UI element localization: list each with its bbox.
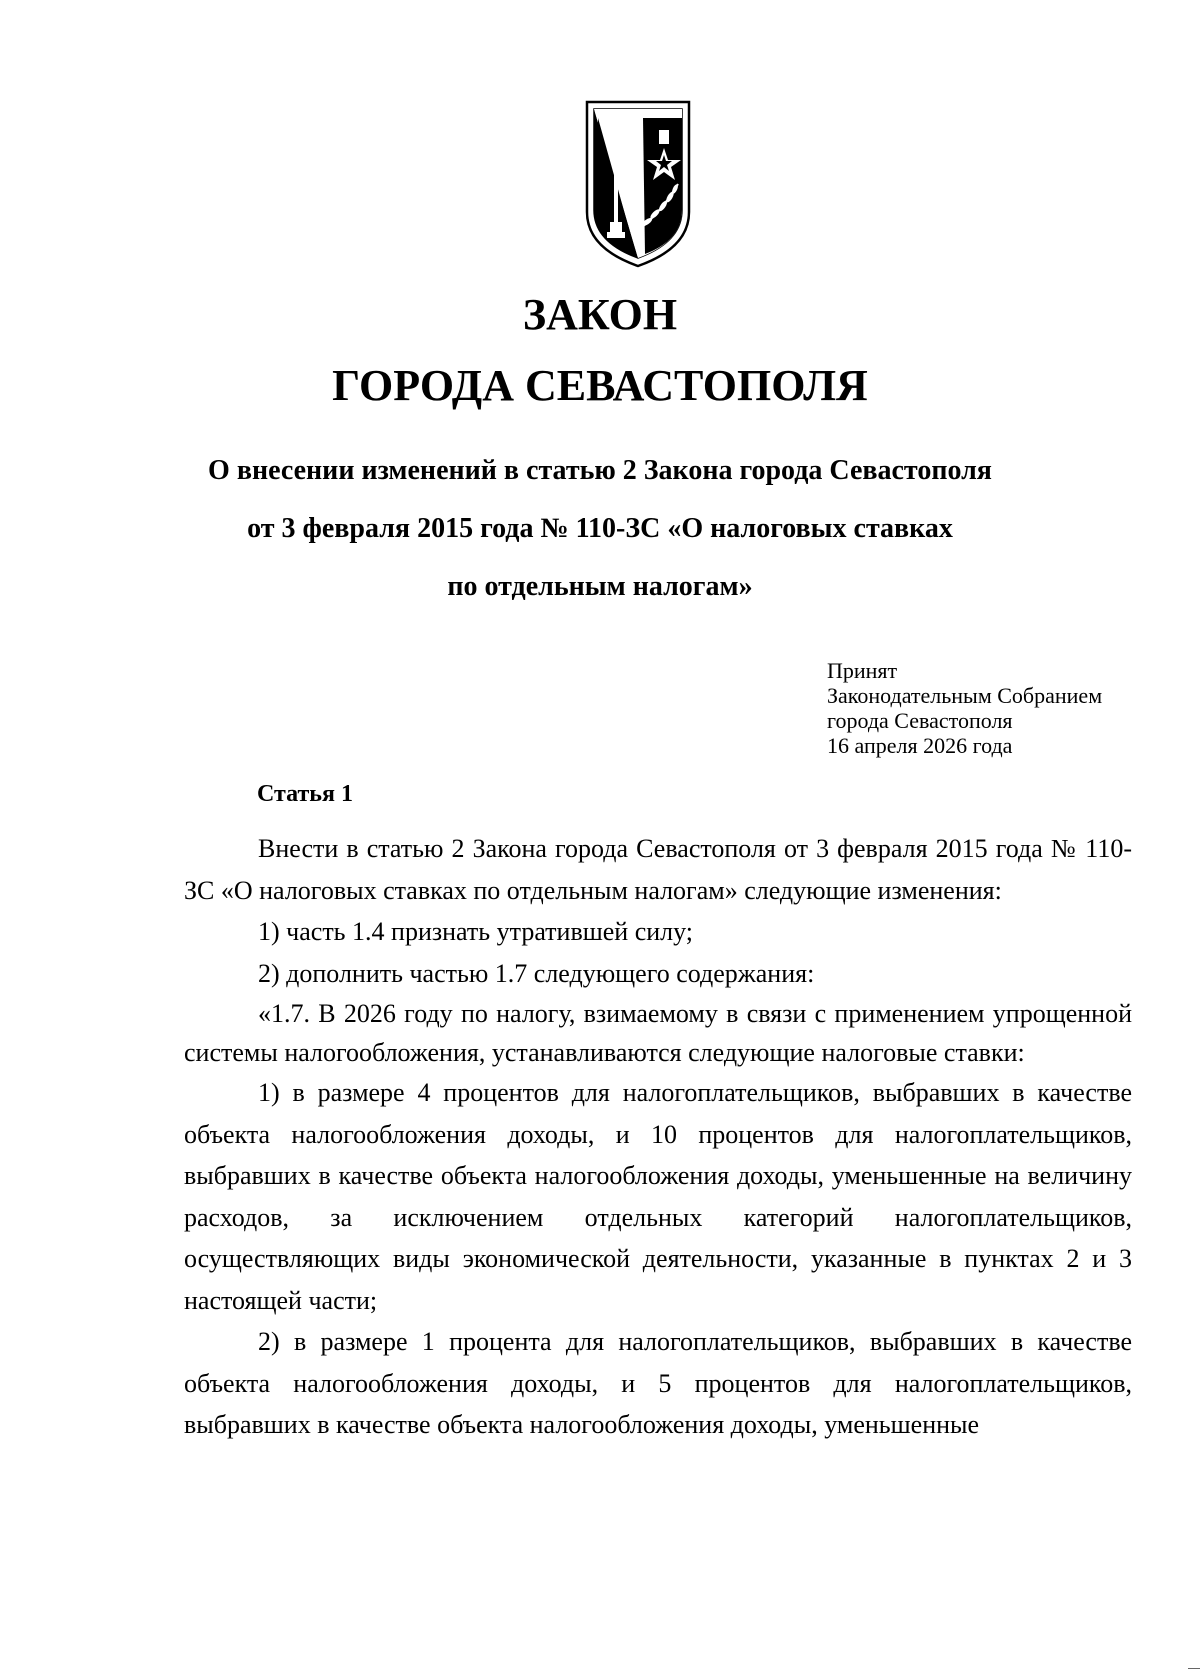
paragraph: 1) часть 1.4 признать утратившей силу; [258, 917, 694, 946]
adoption-date: 16 апреля 2026 года [827, 733, 1013, 758]
law-subject [150, 442, 1050, 616]
article-body [184, 828, 1132, 1446]
paragraph: 2) в размере 1 процента для налогоплательщиков, выбравших в качестве объекта налогообложения доходы, и 5 процентов для налогоплательщиков, выбравших в качестве объекта налогообложения доходы, уменьшенные [184, 1327, 1132, 1439]
adoption-block [827, 658, 1102, 758]
adoption-line-2: Законодательным Собранием [827, 683, 1103, 708]
paragraph: 1) в размере 4 процентов для налогоплательщиков, выбравших в качестве объекта налогообложения доходы, и 10 процентов для налогоплательщиков, выбравших в качестве объекта налогообложения доходы, уменьшенные на величину расходов, за исключением отдельных категорий налогоплательщиков, осуществляющих виды экономической деятельности, указанные в пунктах 2 и 3 настоящей части; [184, 1078, 1132, 1315]
subject-line-2: от 3 февраля 2015 года № 110-ЗС «О налоговых ставках [247, 513, 953, 544]
document-title: ЗАКОН [522, 290, 678, 339]
subject-line-3: по отдельным налогам» [447, 571, 753, 602]
adoption-line-3: города Севастополя [827, 708, 1013, 733]
paragraph: 2) дополнить частью 1.7 следующего содержания: [258, 958, 815, 988]
paragraph: «1.7. В 2026 году по налогу, взимаемому в связи с применением упрощенной системы налогообложения, устанавливаются следующие налоговые ставки: [184, 999, 1132, 1067]
sevastopol-coat-of-arms-icon [583, 100, 693, 268]
document-title-city: ГОРОДА СЕВАСТОПОЛЯ [332, 361, 868, 410]
scan-edge-mark [1188, 1668, 1200, 1669]
adoption-line-1: Принят [827, 658, 898, 683]
article-heading: Статья 1 [257, 781, 353, 807]
paragraph: Внести в статью 2 Закона города Севастополя от 3 февраля 2015 года № 110-ЗС «О налоговых ставках по отдельным налогам» следующие изменения: [184, 834, 1132, 905]
subject-line-1: О внесении изменений в статью 2 Закона города Севастополя [208, 455, 992, 486]
